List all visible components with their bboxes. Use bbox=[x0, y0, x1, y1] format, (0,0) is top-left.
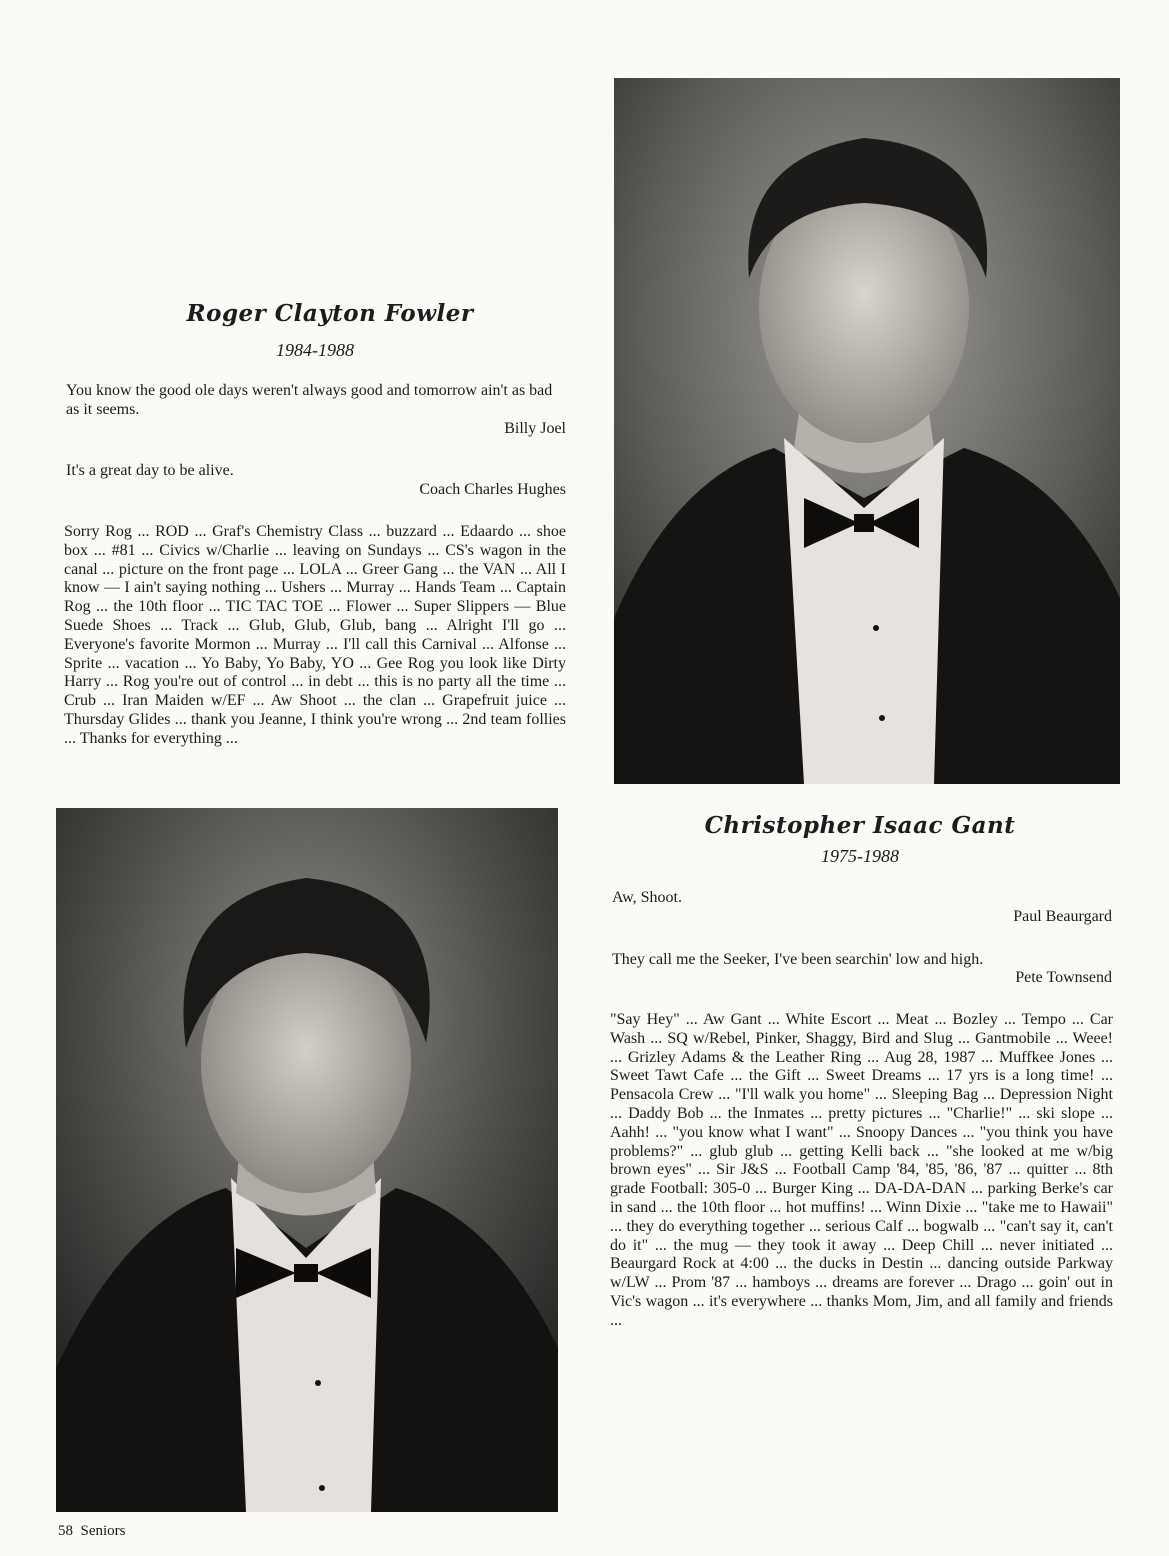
page-number: 58 bbox=[58, 1523, 73, 1539]
attribution-billy-joel: Billy Joel bbox=[504, 420, 566, 437]
quote-coach-hughes: It's a great day to be alive. bbox=[66, 462, 234, 479]
portrait-photo-gant bbox=[56, 808, 558, 1512]
senior-name-fowler: Roger Clayton Fowler bbox=[186, 300, 474, 327]
portrait-photo-fowler bbox=[614, 78, 1120, 784]
senior-years-gant: 1975-1988 bbox=[821, 846, 899, 866]
attribution-pete-townsend: Pete Townsend bbox=[1015, 969, 1112, 986]
quote-pete-townsend: They call me the Seeker, I've been searchin' low and high. bbox=[612, 951, 984, 968]
memories-fowler: Sorry Rog ... ROD ... Graf's Chemistry Class ... buzzard ... Edaardo ... shoe box ... #81 ... Civics w/Charlie ... leaving on Sundays ... CS's wagon in the canal ... picture on the front page ... LOLA ... Greer Gang ... the VAN ... All I know — I ain't saying nothing ... Ushers ... Murray ... Hands Team ... Captain Rog ... the 10th floor ... TIC TAC TOE ... Flower ... Super Slippers — Blue Suede Shoes ... Track ... Glub, Glub, Glub, bang ... Alright I'll go ... Everyone's favorite Mormon ... Murray ... I'll call this Carnival ... Alfonse ... Sprite ... vacation ... Yo Baby, Yo Baby, YO ... Gee Rog you look like Dirty Harry ... Rog you're out of control ... in debt ... this is no party all the time ... Crub ... Iran Maiden w/EF ... Aw Shoot ... the clan ... Grapefruit juice ... Thursday Glides ... thank you Jeanne, I think you're wrong ... 2nd team follies ... Thanks for everything ... bbox=[64, 523, 566, 747]
memories-gant: "Say Hey" ... Aw Gant ... White Escort ... Meat ... Bozley ... Tempo ... Car Wash ... SQ w/Rebel, Pinker, Shaggy, Bird and Slug ... Gantmobile ... Weee! ... Grizley Adams & the Leather Ring ... Aug 28, 1987 ... Muffkee Jones ... Sweet Tawt Cafe ... the Gift ... Sweet Dreams ... 17 yrs is a long time! ... Pensacola Crew ... "I'll walk you home" ... Sleeping Bag ... Depression Night ... Daddy Bob ... the Inmates ... pretty pictures ... "Charlie!" ... ski slope ... Aahh! ... "you know what I want" ... Snoopy Dances ... "you think you have problems?" ... glub glub ... getting Kelli back ... "she looked at me w/big brown eyes" ... Sir J&S ... Football Camp '84, '85, '86, '87 ... quitter ... 8th grade Football: 305-0 ... Burger King ... DA-DA-DAN ... parking Berke's car in sand ... the 10th floor ... hot muffins! ... Winn Dixie ... "take me to Hawaii" ... they do everything together ... serious Calf ... bogwalb ... "can't say it, can't do it" ... the mug — they took it away ... Deep Chill ... never initiated ... Beaurgard Rock at 4:00 ... the ducks in Destin ... dancing outside Parkway w/LW ... Prom '87 ... hamboys ... dreams are forever ... Drago ... goin' out in Vic's wagon ... it's everywhere ... thanks Mom, Jim, and all family and friends ... bbox=[610, 1011, 1113, 1329]
attribution-paul-beaurgard: Paul Beaurgard bbox=[1013, 908, 1112, 925]
quote-billy-joel: You know the good ole days weren't always good and tomorrow ain't as bad as it seems. bbox=[66, 382, 553, 418]
senior-years-fowler: 1984-1988 bbox=[276, 340, 354, 360]
senior-name-gant: Christopher Isaac Gant bbox=[704, 812, 1016, 839]
attribution-coach-hughes: Coach Charles Hughes bbox=[419, 481, 566, 498]
quote-paul-beaurgard: Aw, Shoot. bbox=[612, 889, 682, 906]
page-footer bbox=[58, 1523, 126, 1540]
section-label: Seniors bbox=[80, 1523, 126, 1539]
